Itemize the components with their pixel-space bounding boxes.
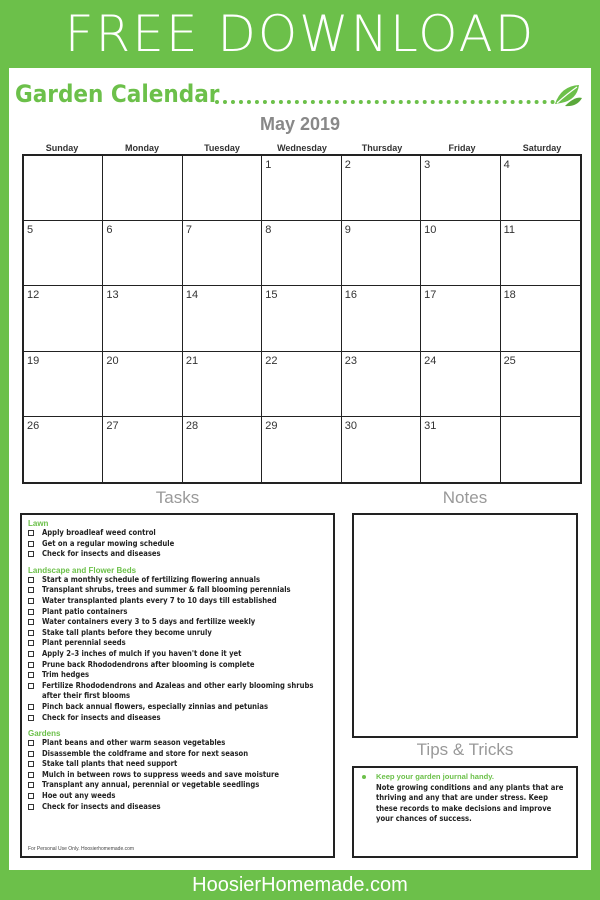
calendar-cell[interactable]	[342, 156, 421, 221]
task-text: Apply 2–3 inches of mulch if you haven't done it yet	[42, 648, 242, 658]
day-number: 30	[344, 419, 357, 432]
task-text: Plant beans and other warm season vegetables	[42, 738, 226, 748]
day-number: 7	[185, 224, 192, 237]
day-number: 31	[424, 419, 437, 432]
tip-item	[360, 772, 570, 783]
day-number: 22	[265, 354, 278, 367]
day-number: 4	[503, 159, 510, 171]
task-text: Disassemble the coldframe and store for next season	[42, 748, 249, 758]
calendar-cell[interactable]	[421, 286, 500, 351]
footer-site: HoosierHomemade.com	[192, 874, 408, 896]
task-item	[28, 802, 327, 813]
tips-box	[352, 766, 578, 858]
task-text: Transplant shrubs, trees and summer & fall blooming perennials	[42, 585, 291, 595]
day-number: 13	[106, 289, 119, 302]
task-item	[28, 628, 327, 639]
notes-heading: Notes	[442, 488, 488, 507]
leaf-icon	[553, 82, 583, 108]
day-number: 18	[503, 289, 516, 302]
task-item	[28, 738, 327, 749]
day-number: 27	[106, 419, 119, 432]
task-item	[28, 549, 327, 560]
title-row	[15, 80, 585, 110]
calendar-cell[interactable]	[183, 221, 262, 286]
task-item	[28, 660, 327, 671]
calendar-cell[interactable]	[501, 417, 580, 482]
checkbox-icon[interactable]	[28, 551, 34, 557]
task-text: Transplant any annual, perennial or vegetable seedlings	[42, 780, 260, 790]
task-text: Start a monthly schedule of fertilizing flowering annuals	[42, 574, 261, 584]
calendar-cell[interactable]	[103, 352, 182, 417]
tip-title: Keep your garden journal handy.	[376, 772, 495, 781]
checkbox-icon[interactable]	[28, 715, 34, 721]
checkbox-icon[interactable]	[28, 804, 34, 810]
checkbox-icon[interactable]	[28, 530, 34, 536]
task-item	[28, 713, 327, 724]
day-number: 25	[503, 354, 516, 367]
task-text: Pinch back annual flowers, especially zinnias and petunias	[42, 701, 269, 711]
task-item	[28, 585, 327, 596]
task-item	[28, 770, 327, 781]
tasks-heading: Tasks	[155, 488, 200, 507]
calendar-cell[interactable]	[183, 286, 262, 351]
checkbox-icon[interactable]	[28, 772, 34, 778]
day-number: 5	[27, 224, 34, 237]
calendar-cell[interactable]	[183, 417, 262, 482]
day-number: 28	[185, 419, 199, 432]
calendar-cell[interactable]	[262, 156, 341, 221]
checkbox-icon[interactable]	[28, 651, 34, 657]
day-number: 17	[424, 289, 437, 302]
calendar-cell[interactable]	[421, 221, 500, 286]
title-dotted-line	[215, 100, 555, 104]
banner-title: FREE DOWNLOAD	[64, 5, 536, 63]
day-number: 14	[185, 289, 199, 302]
day-number: 29	[265, 419, 278, 432]
day-number: 9	[344, 224, 351, 237]
calendar-cell[interactable]	[421, 352, 500, 417]
task-item	[28, 791, 327, 802]
tips-heading: Tips & Tricks	[416, 740, 514, 759]
task-item	[28, 670, 327, 681]
weekday-label: Monday	[124, 143, 159, 153]
checkbox-icon[interactable]	[28, 740, 34, 746]
checkbox-icon[interactable]	[28, 683, 34, 689]
checkbox-icon[interactable]	[28, 761, 34, 767]
task-text: Prune back Rhododendrons after blooming is complete	[42, 659, 255, 669]
checkbox-icon[interactable]	[28, 541, 34, 547]
task-item	[28, 539, 327, 550]
calendar-cell[interactable]	[24, 286, 103, 351]
weekday-label: Saturday	[522, 143, 562, 153]
day-number: 10	[424, 224, 437, 237]
calendar-cell[interactable]	[342, 417, 421, 482]
task-text: Trim hedges	[42, 670, 90, 680]
checkbox-icon[interactable]	[28, 587, 34, 593]
day-number: 8	[265, 224, 272, 237]
calendar-cell[interactable]	[421, 156, 500, 221]
calendar-cell[interactable]	[103, 286, 182, 351]
task-item	[28, 617, 327, 628]
calendar-cell[interactable]	[24, 221, 103, 286]
day-number: 19	[27, 354, 40, 367]
task-item	[28, 749, 327, 760]
task-item	[28, 649, 327, 660]
checkbox-icon[interactable]	[28, 672, 34, 678]
task-item	[28, 681, 327, 702]
day-number: 20	[106, 354, 119, 367]
task-text: Stake tall plants that need support	[42, 759, 178, 769]
calendar-cell[interactable]	[262, 352, 341, 417]
calendar-cell[interactable]	[103, 417, 182, 482]
calendar-cell[interactable]	[342, 352, 421, 417]
checkbox-icon[interactable]	[28, 751, 34, 757]
task-text: Plant patio containers	[42, 606, 128, 616]
tasks-box	[20, 513, 335, 858]
notes-box[interactable]	[352, 513, 578, 738]
month-heading: May 2019	[259, 114, 341, 134]
checkbox-icon[interactable]	[28, 598, 34, 604]
weekday-label: Tuesday	[204, 143, 240, 153]
task-item	[28, 596, 327, 607]
calendar-cell[interactable]	[183, 352, 262, 417]
task-item	[28, 759, 327, 770]
weekday-label: Friday	[448, 143, 476, 153]
task-text: Check for insects and diseases	[42, 549, 161, 559]
task-item	[28, 607, 327, 618]
task-text: Check for insects and diseases	[42, 801, 161, 811]
checkbox-icon[interactable]	[28, 782, 34, 788]
checkbox-icon[interactable]	[28, 619, 34, 625]
task-group-title: Lawn	[28, 519, 49, 528]
day-number: 24	[424, 354, 437, 367]
calendar-cell[interactable]	[262, 417, 341, 482]
calendar-cell[interactable]	[501, 221, 580, 286]
task-text: Water transplanted plants every 7 to 10 days till established	[42, 595, 277, 605]
calendar-cell[interactable]	[262, 221, 341, 286]
task-item	[28, 780, 327, 791]
day-number: 26	[27, 419, 40, 432]
calendar-cell[interactable]	[501, 352, 580, 417]
task-groups	[28, 519, 327, 812]
task-group-title: Landscape and Flower Beds	[28, 565, 137, 575]
task-text: Get on a regular mowing schedule	[42, 538, 175, 548]
tip-body: Note growing conditions and any plants that are thriving and any that are under stress. Keep these records to make decisions and improve your chances of success.	[376, 782, 564, 824]
calendar-cell[interactable]	[262, 286, 341, 351]
calendar-cell[interactable]	[24, 417, 103, 482]
checkbox-icon[interactable]	[28, 640, 34, 646]
calendar-cell[interactable]	[24, 352, 103, 417]
calendar-sheet	[9, 68, 591, 870]
day-number: 12	[27, 289, 40, 302]
task-text: Stake tall plants before they become unruly	[42, 627, 212, 637]
task-text: Mulch in between rows to suppress weeds and save moisture	[42, 769, 280, 779]
calendar-cell[interactable]	[183, 156, 262, 221]
weekday-label: Sunday	[45, 143, 79, 153]
day-number: 3	[424, 159, 431, 171]
task-text: Apply broadleaf weed control	[42, 528, 156, 537]
day-number: 6	[106, 224, 113, 237]
task-item	[28, 575, 327, 586]
checkbox-icon[interactable]	[28, 704, 34, 710]
day-number: 23	[344, 354, 357, 367]
calendar-grid	[22, 154, 582, 484]
checkbox-icon[interactable]	[28, 793, 34, 799]
day-number: 11	[503, 224, 515, 237]
calendar-cell[interactable]	[501, 156, 580, 221]
task-item	[28, 528, 327, 539]
calendar-cell[interactable]	[103, 221, 182, 286]
task-item	[28, 702, 327, 713]
calendar-cell[interactable]	[24, 156, 103, 221]
checkbox-icon[interactable]	[28, 630, 34, 636]
task-text: Hoe out any weeds	[42, 791, 116, 801]
task-text: Check for insects and diseases	[42, 712, 161, 722]
day-number: 1	[265, 159, 272, 171]
page-title: Garden Calendar	[15, 80, 220, 108]
checkbox-icon[interactable]	[28, 577, 34, 583]
task-text: Fertilize Rhododendrons and Azaleas and other early blooming shrubs after their first blooms	[42, 680, 314, 701]
day-number: 16	[344, 289, 357, 302]
weekday-label: Wednesday	[277, 143, 327, 153]
task-text: Water containers every 3 to 5 days and fertilize weekly	[42, 617, 256, 627]
day-number: 2	[344, 159, 351, 171]
day-number: 21	[185, 354, 199, 367]
fine-print: For Personal Use Only. Hoosierhomemade.com	[28, 846, 135, 852]
calendar-cell[interactable]	[421, 417, 500, 482]
calendar-cell[interactable]	[342, 221, 421, 286]
calendar-cell[interactable]	[103, 156, 182, 221]
calendar-cell[interactable]	[342, 286, 421, 351]
calendar-cell[interactable]	[501, 286, 580, 351]
weekday-label: Thursday	[361, 143, 403, 153]
checkbox-icon[interactable]	[28, 662, 34, 668]
task-item	[28, 638, 327, 649]
checkbox-icon[interactable]	[28, 609, 34, 615]
task-group-title: Gardens	[28, 729, 61, 739]
bullet-icon	[362, 775, 366, 779]
task-text: Plant perennial seeds	[42, 638, 126, 648]
day-number: 15	[265, 289, 278, 302]
